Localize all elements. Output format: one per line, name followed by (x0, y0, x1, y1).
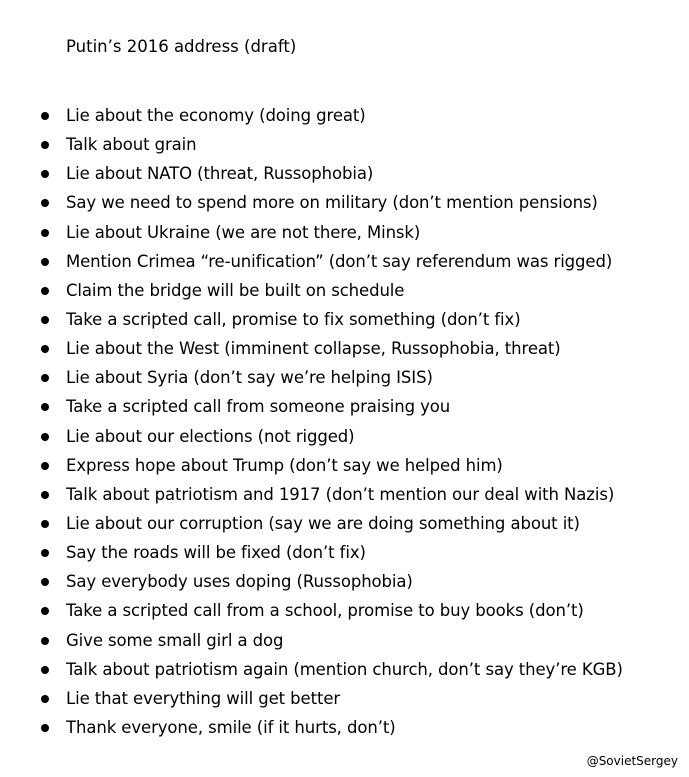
bullet-icon (41, 491, 49, 499)
list-item-text: Lie about the West (imminent collapse, Russophobia, threat) (66, 339, 561, 359)
list-item-text: Talk about patriotism again (mention church, don’t say they’re KGB) (66, 659, 623, 679)
bullet-icon (41, 637, 49, 645)
list-item-text: Take a scripted call, promise to fix something (don’t fix) (66, 309, 521, 329)
list-item-text: Lie about Ukraine (we are not there, Minsk) (66, 222, 421, 242)
bullet-icon (41, 141, 49, 149)
list-item-text: Say everybody uses doping (Russophobia) (66, 572, 413, 592)
list-item-text: Lie about Syria (don’t say we’re helping ISIS) (66, 368, 433, 388)
bullet-icon (41, 695, 49, 703)
list-item-text: Give some small girl a dog (66, 630, 284, 650)
list-item-text: Say the roads will be fixed (don’t fix) (66, 543, 366, 563)
bullet-icon (41, 607, 49, 615)
list-item-text: Lie about our corruption (say we are doing something about it) (66, 513, 580, 533)
bullet-icon (41, 433, 49, 441)
list-item-text: Say we need to spend more on military (don’t mention pensions) (66, 193, 598, 213)
bullet-icon (41, 520, 49, 528)
bullet-icon (41, 403, 49, 411)
list-item-text: Thank everyone, smile (if it hurts, don’t) (66, 717, 396, 737)
bullet-icon (41, 462, 49, 470)
bullet-icon (41, 316, 49, 324)
bullet-icon (41, 287, 49, 295)
bullet-icon (41, 112, 49, 120)
list-item-text: Lie about the economy (doing great) (66, 106, 366, 125)
bullet-icon (41, 374, 49, 382)
list-item-text: Mention Crimea “re-unification” (don’t say referendum was rigged) (66, 251, 613, 271)
bullet-icon (41, 724, 49, 732)
list-item-text: Lie about our elections (not rigged) (66, 426, 355, 446)
bullet-icon (41, 578, 49, 586)
bullet-icon (41, 170, 49, 178)
bullet-icon (41, 229, 49, 237)
bullet-icon (41, 549, 49, 557)
list-item-text: Lie about NATO (threat, Russophobia) (66, 164, 374, 184)
document-title: Putin’s 2016 address (draft) (66, 37, 297, 56)
list-item-text: Talk about patriotism and 1917 (don’t mention our deal with Nazis) (66, 484, 615, 504)
list-item-text: Lie that everything will get better (66, 688, 341, 708)
list-item-text: Talk about grain (66, 135, 197, 155)
list-item-text: Take a scripted call from a school, promise to buy books (don’t) (66, 601, 584, 621)
bullet-icon (41, 345, 49, 353)
author-signature: @SovietSergey (586, 754, 678, 768)
list-item-text: Take a scripted call from someone praising you (66, 397, 451, 417)
bullet-icon (41, 199, 49, 207)
list-item-text: Express hope about Trump (don’t say we helped him) (66, 455, 503, 475)
list-item-text: Claim the bridge will be built on schedule (66, 280, 405, 300)
bullet-icon (41, 258, 49, 266)
bullet-icon (41, 666, 49, 674)
